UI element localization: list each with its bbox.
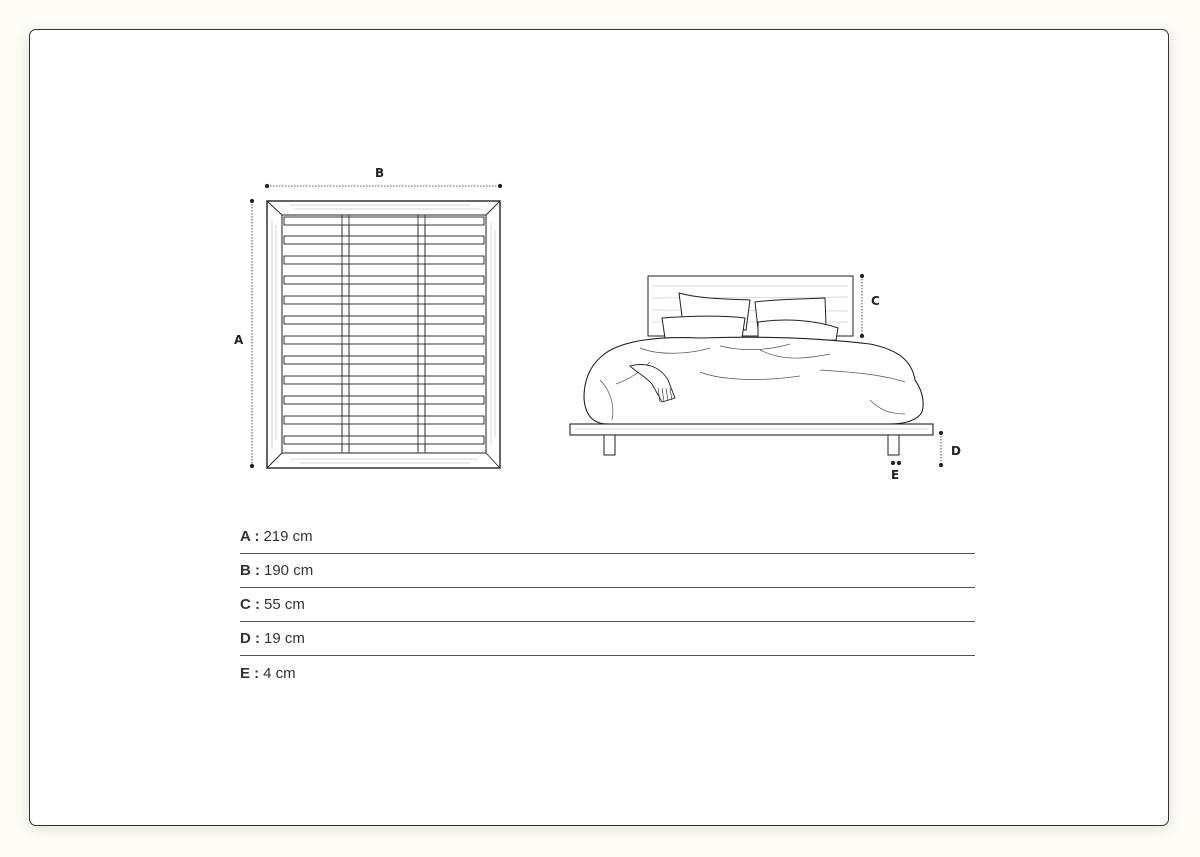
- dimension-label-c: C: [871, 294, 880, 308]
- bed-front-view-drawing: [570, 274, 943, 466]
- spec-value: 55 cm: [264, 596, 305, 613]
- spec-key: A :: [240, 528, 260, 545]
- spec-key: D :: [240, 630, 260, 647]
- spec-row-d: [240, 622, 975, 656]
- bed-top-view-drawing: [250, 184, 501, 468]
- spec-key: C :: [240, 596, 260, 613]
- spec-value: 219 cm: [263, 528, 313, 545]
- spec-row-e: [240, 656, 975, 690]
- dimension-label-a: A: [234, 333, 244, 347]
- spec-key: E :: [240, 664, 260, 682]
- spec-row-b: [240, 554, 975, 588]
- spec-row-a: [240, 520, 975, 554]
- dimension-label-b: B: [375, 166, 385, 180]
- spec-key: B :: [240, 562, 260, 579]
- spec-value: 4 cm: [263, 664, 296, 682]
- dimension-label-e: E: [891, 468, 900, 482]
- dimensions-spec-list: [240, 520, 975, 690]
- spec-row-c: [240, 588, 975, 622]
- spec-value: 190 cm: [264, 562, 314, 579]
- spec-value: 19 cm: [264, 630, 305, 647]
- dimension-label-d: D: [951, 444, 961, 458]
